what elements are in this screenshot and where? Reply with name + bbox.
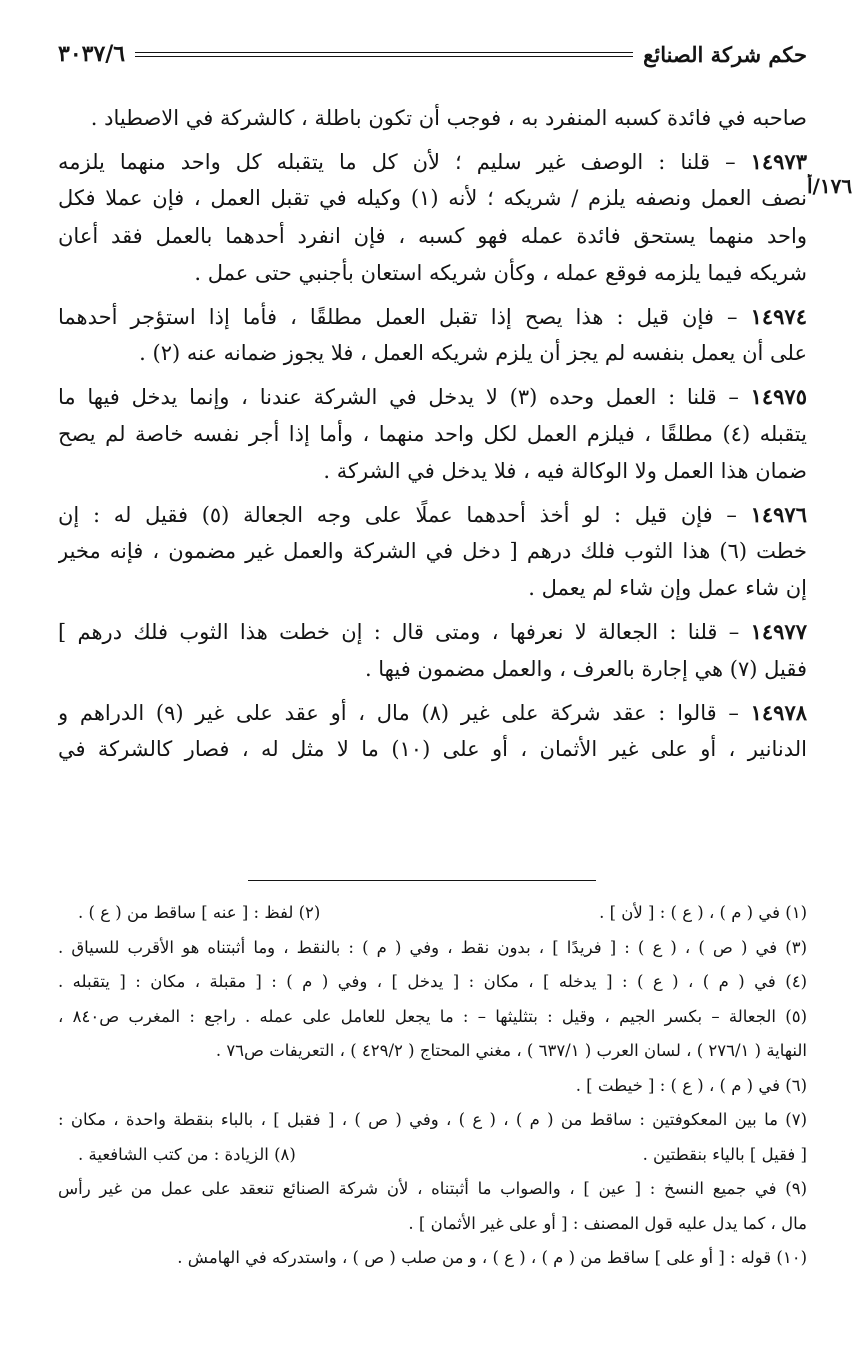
footnotes xyxy=(58,896,807,1276)
margin-folio-note: ١٧٦/أ xyxy=(807,174,853,198)
paragraph xyxy=(58,100,807,137)
page-number: ٣٠٣٧/٦ xyxy=(58,41,126,67)
line-text: – قلنا : الجعالة لا نعرفها ، ومتى قال : إن خطت هذا الثوب فلك درهم ] xyxy=(58,620,751,645)
line-text: فقيل (٧) هي إجارة بالعرف ، والعمل مضمون فيها . xyxy=(364,656,807,681)
line-text: خطت (٦) هذا الثوب فلك درهم [ دخل في الشركة والعمل غير مضمون ، فإنه مخير xyxy=(58,539,807,564)
text-line xyxy=(58,533,807,570)
footnote: (٦) في ( م ) ، ( ع ) : [ خيطت ] . xyxy=(575,1075,807,1095)
paragraph xyxy=(58,694,807,768)
paragraph-number: ١٤٩٧٥ xyxy=(750,384,807,410)
paragraph-number: ١٤٩٧٦ xyxy=(750,501,807,527)
text-line xyxy=(58,180,807,217)
paragraph-number: ١٤٩٧٨ xyxy=(750,699,807,725)
footnote: (٧) ما بين المعكوفتين : ساقط من ( م ) ، ( ع ) ، وفي ( ص ) ، [ فقبل ] ، بالباء بنقطة واحدة ، مكان : xyxy=(58,1110,807,1129)
footnote: (٩) في جميع النسخ : [ عين ] ، والصواب ما أثبتناه ، لأن شركة الصنائع تنعقد على عمل من غير رأس xyxy=(58,1179,807,1198)
text-line xyxy=(58,496,807,533)
line-text: – فإن قيل : لو أخذ أحدهما عملًا على وجه الجعالة (٥) فقيل له : إن xyxy=(58,502,751,527)
paragraph xyxy=(58,496,807,608)
text-line xyxy=(58,416,807,453)
text-line xyxy=(58,298,807,335)
paragraph xyxy=(58,613,807,687)
paragraph-number: ١٤٩٧٧ xyxy=(750,619,807,645)
line-text: – قلنا : العمل وحده (٣) لا يدخل في الشركة عندنا ، وإنما يدخل فيها ما xyxy=(58,385,751,410)
line-text: نصف العمل ونصفه يلزم / شريكه ؛ لأنه (١) وكيله في تقبل العمل ، فإن عملا فكل xyxy=(58,186,807,211)
footnote-row xyxy=(58,1138,807,1173)
footnote-divider xyxy=(248,880,596,881)
main-text xyxy=(58,100,807,774)
line-text: – قالوا : عقد شركة على غير (٨) مال ، أو عقد على غير (٩) الدراهم و xyxy=(58,700,751,725)
footnote-row xyxy=(58,896,807,931)
text-line xyxy=(58,143,807,180)
footnote: (٣) في ( ص ) ، ( ع ) : [ فريدًا ] ، بدون نقط ، وفي ( م ) : بالنقط ، وما أثبتناه هو الأقرب للسياق . xyxy=(58,937,807,957)
paragraph-number: ١٤٩٧٣ xyxy=(750,149,807,175)
text-line xyxy=(58,651,807,688)
footnote: (١) في ( م ) ، ( ع ) : [ لأن ] . xyxy=(599,903,807,922)
text-line xyxy=(58,255,807,292)
line-text: شريكه فيما يلزمه فوقع عمله ، وكأن شريكه استعان بأجنبي حتى عمل . xyxy=(194,260,807,285)
footnote: (٥) الجعالة – بكسر الجيم ، وقيل : بتثليثها – : ما يجعل للعامل على عمله . راجع : المغرب ص٨٤٠ ، xyxy=(58,1006,807,1026)
line-text: صاحبه في فائدة كسبه المنفرد به ، فوجب أن تكون باطلة ، كالشركة في الاصطياد . xyxy=(90,106,807,130)
text-line xyxy=(58,613,807,650)
line-text: ضمان هذا العمل ولا الوكالة فيه ، فلا يدخل في الشركة . xyxy=(323,458,807,483)
text-line xyxy=(58,694,807,731)
footnote: [ فقيل ] بالياء بنقطتين . xyxy=(642,1144,807,1164)
paragraph xyxy=(58,143,807,292)
footnote: (١٠) قوله : [ أو على ] ساقط من ( م ) ، ( ع ) ، و من صلب ( ص ) ، واستدركه في الهامش . xyxy=(177,1248,807,1267)
line-text: – قلنا : الوصف غير سليم ؛ لأن كل ما يتقبله كل واحد منهما يلزمه xyxy=(58,150,751,175)
text-line xyxy=(58,570,807,607)
line-text: الدنانير ، أو على غير الأثمان ، أو على (١٠) ما لا مثل له ، فصار كالشركة في xyxy=(58,737,807,761)
text-line xyxy=(58,100,807,137)
footnote: مال ، كما يدل عليه قول المصنف : [ أو على غير الأثمان ] . xyxy=(408,1213,807,1233)
paragraph xyxy=(58,378,807,490)
header-title: حكم شركة الصنائع xyxy=(643,41,807,67)
footnote: (٨) الزيادة : من كتب الشافعية . xyxy=(78,1144,296,1164)
footnote: (٤) في ( م ) ، ( ع ) : [ يدخله ] ، مكان : [ يدخل ] ، وفي ( م ) : [ مقبلة ، مكان : [ يتقبله . xyxy=(58,972,807,991)
text-line xyxy=(58,378,807,415)
footnote: النهاية ( ٢٧٦/١ ) ، لسان العرب ( ٦٣٧/١ ) ، مغني المحتاج ( ٤٢٩/٢ ) ، التعريفات ص٧٦ . xyxy=(215,1041,807,1060)
text-line xyxy=(58,335,807,372)
line-text: على أن يعمل بنفسه لم يجز أن يلزم شريكه العمل ، فلا يجوز ضمانه عنه (٢) . xyxy=(139,341,807,366)
footnote: (٢) لفظ : [ عنه ] ساقط من ( ع ) . xyxy=(78,903,321,922)
line-text: واحد منهما يستحق فائدة عمله فهو كسبه ، فإن انفرد أحدهما بالعمل فقد أعان xyxy=(58,223,807,248)
line-text: إن شاء عمل وإن شاء لم يعمل . xyxy=(528,576,807,601)
text-line xyxy=(58,453,807,490)
header-rule xyxy=(135,52,633,57)
text-line xyxy=(58,218,807,255)
paragraph-number: ١٤٩٧٤ xyxy=(750,303,807,329)
text-line xyxy=(58,731,807,768)
line-text: يتقبله (٤) مطلقًا ، فيلزم العمل لكل واحد منهما ، وأما إذا أجر نفسه خاصة لم يصح xyxy=(58,421,807,446)
running-header xyxy=(58,34,807,74)
line-text: – فإن قيل : هذا يصح إذا تقبل العمل مطلقًا ، فأما إذا استؤجر أحدهما xyxy=(58,304,751,329)
paragraph xyxy=(58,298,807,372)
